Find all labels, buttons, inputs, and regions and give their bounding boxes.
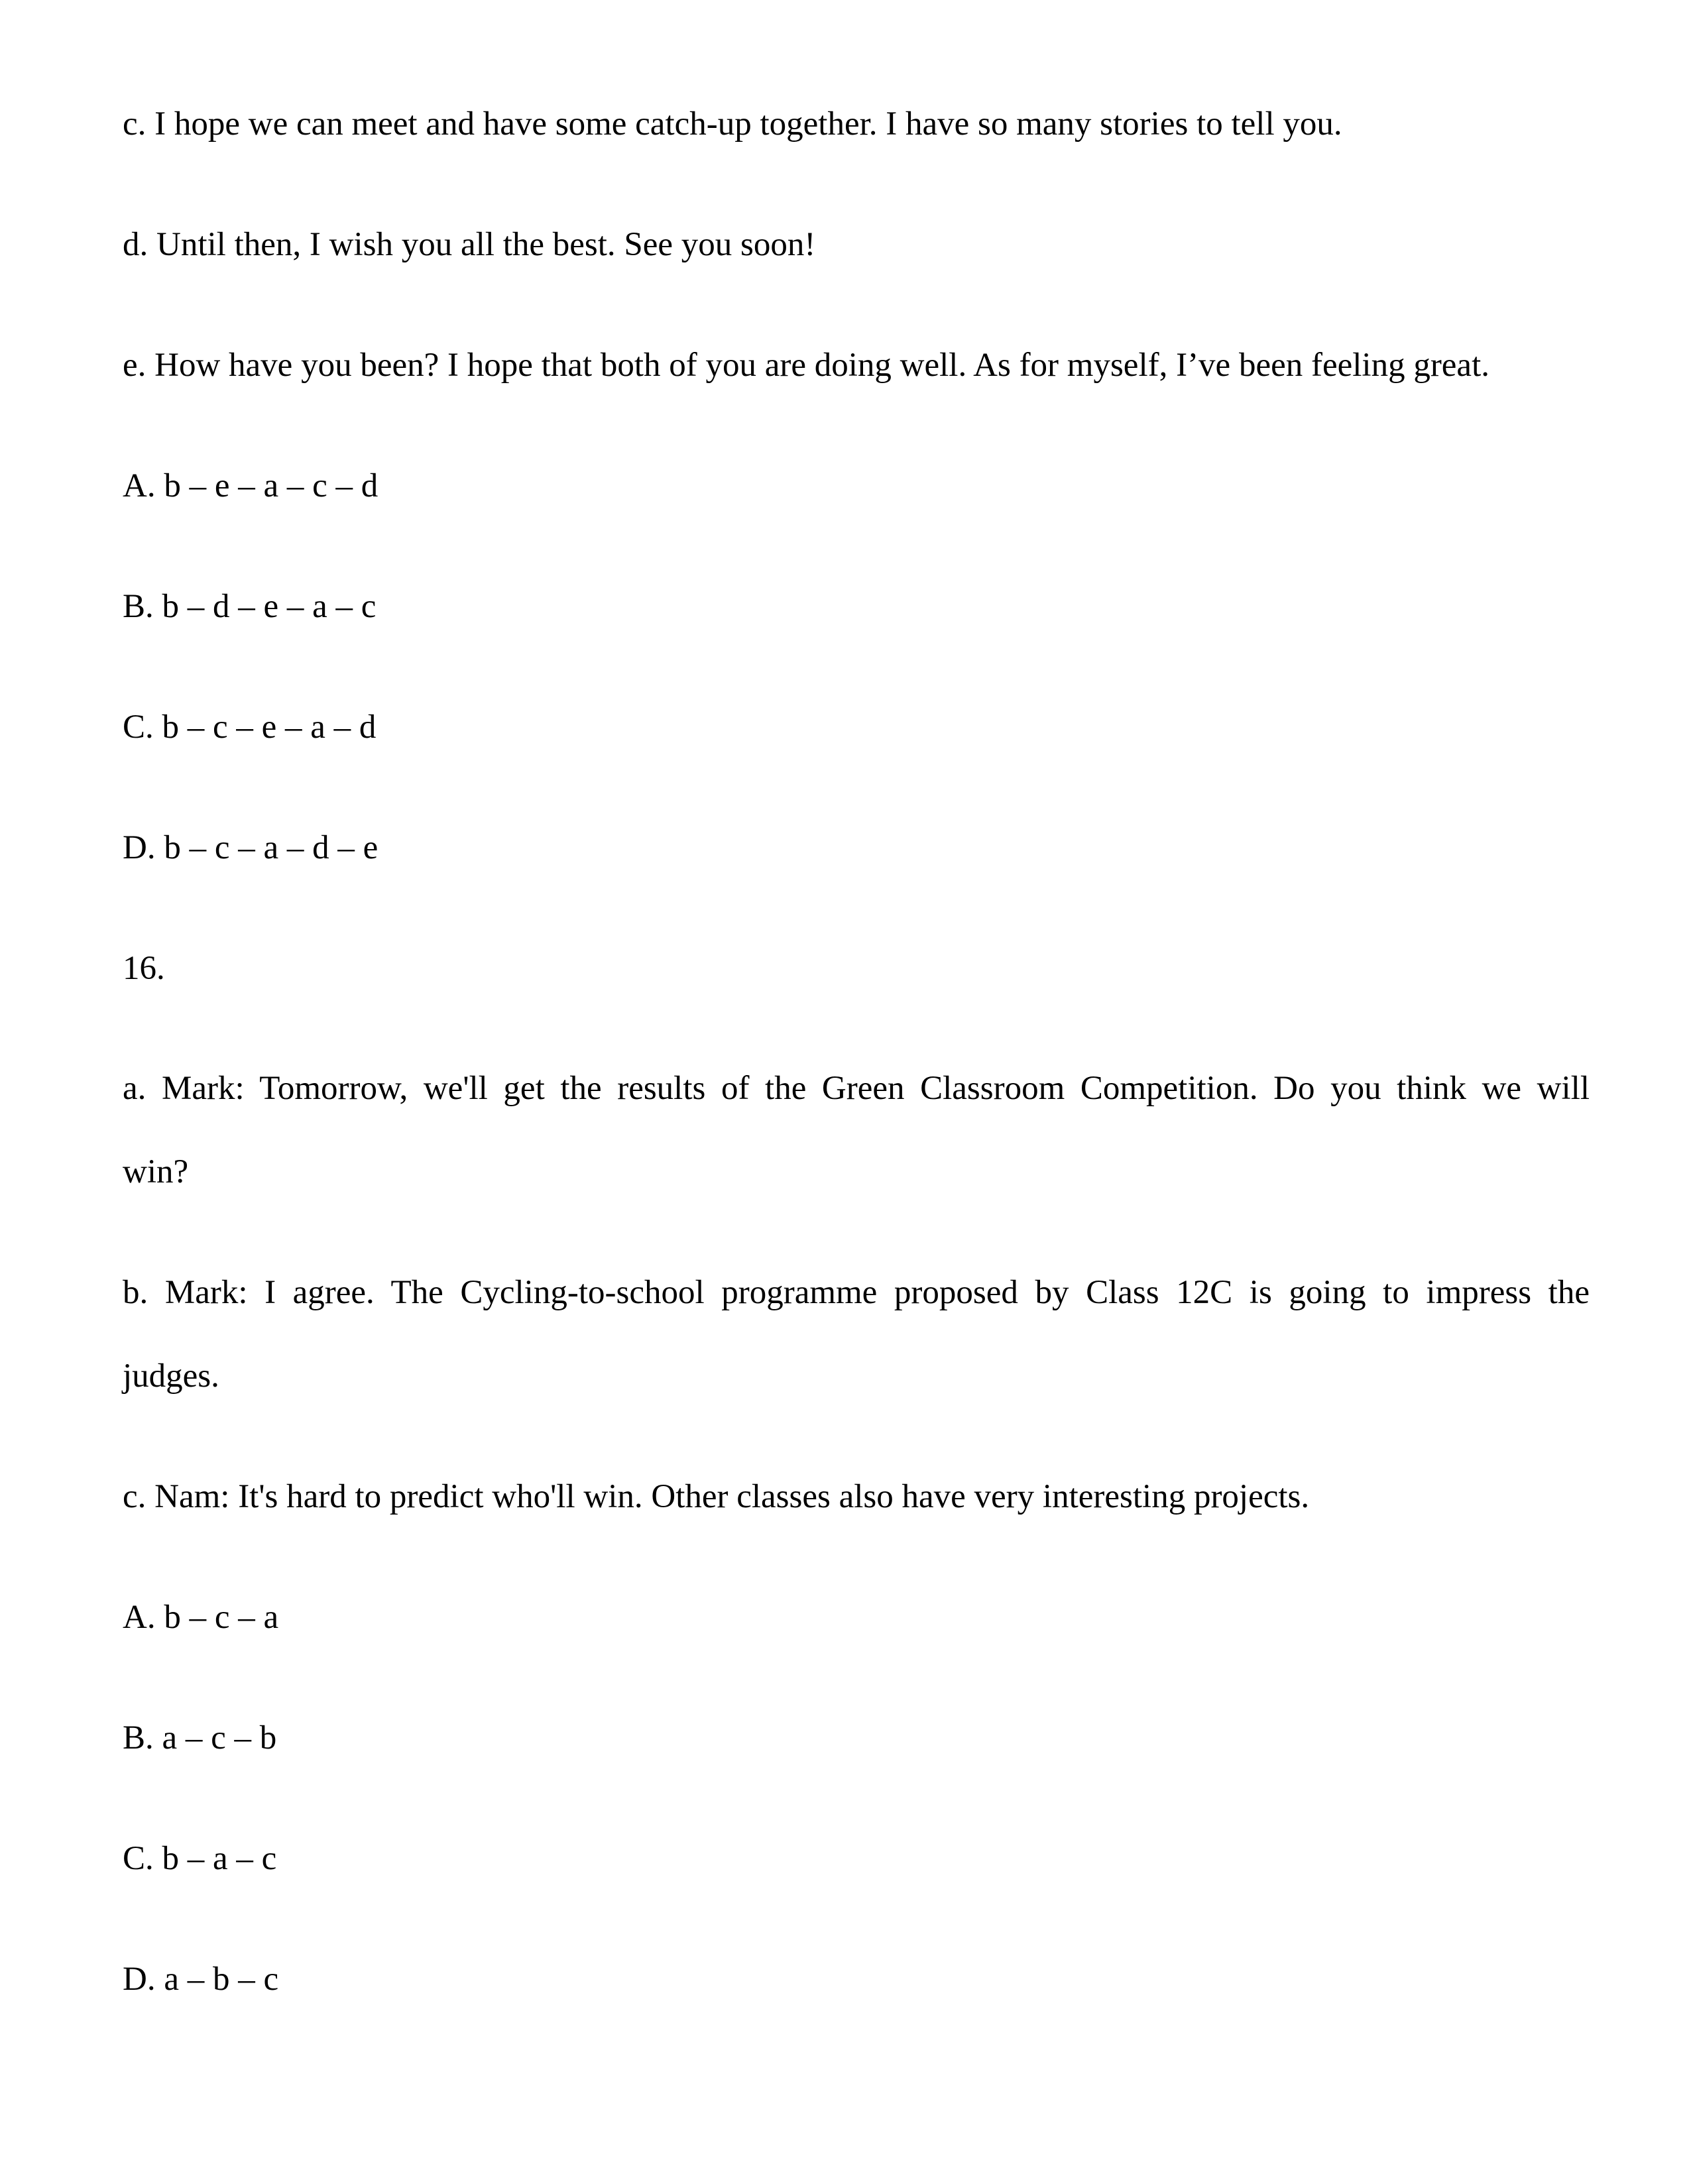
q15-option-d: d. Until then, I wish you all the best. See you soon! (123, 226, 816, 263)
q16-statement-a-line1: a. Mark: Tomorrow, we'll get the results of the Green Classroom Competition. Do you think we will (123, 1070, 1590, 1107)
q15-answer-c: C. b – c – e – a – d (123, 709, 377, 746)
q16-statement-b-line2: judges. (123, 1357, 219, 1395)
q15-answer-d: D. b – c – a – d – e (123, 829, 379, 866)
q15-option-c: c. I hope we can meet and have some catch-up together. I have so many stories to tell you. (123, 105, 1342, 143)
q16-answer-c: C. b – a – c (123, 1840, 277, 1877)
q16-answer-a: A. b – c – a (123, 1599, 279, 1636)
q16-statement-b (123, 1273, 1590, 1312)
q16-statement-b-line1: b. Mark: I agree. The Cycling-to-school programme proposed by Class 12C is going to impress the (123, 1274, 1590, 1311)
q16-statement-a-line2: win? (123, 1153, 189, 1190)
q16-number: 16. (123, 950, 165, 987)
q16-answer-d: D. a – b – c (123, 1961, 279, 1998)
q16-answer-b: B. a – c – b (123, 1719, 277, 1756)
q15-answer-b: B. b – d – e – a – c (123, 588, 377, 625)
q15-answer-a: A. b – e – a – c – d (123, 467, 379, 504)
q15-option-e: e. How have you been? I hope that both of you are doing well. As for myself, I’ve been feeling great. (123, 347, 1489, 384)
q16-statement-c: c. Nam: It's hard to predict who'll win. Other classes also have very interesting projects. (123, 1478, 1310, 1515)
q16-statement-a (123, 1068, 1590, 1108)
